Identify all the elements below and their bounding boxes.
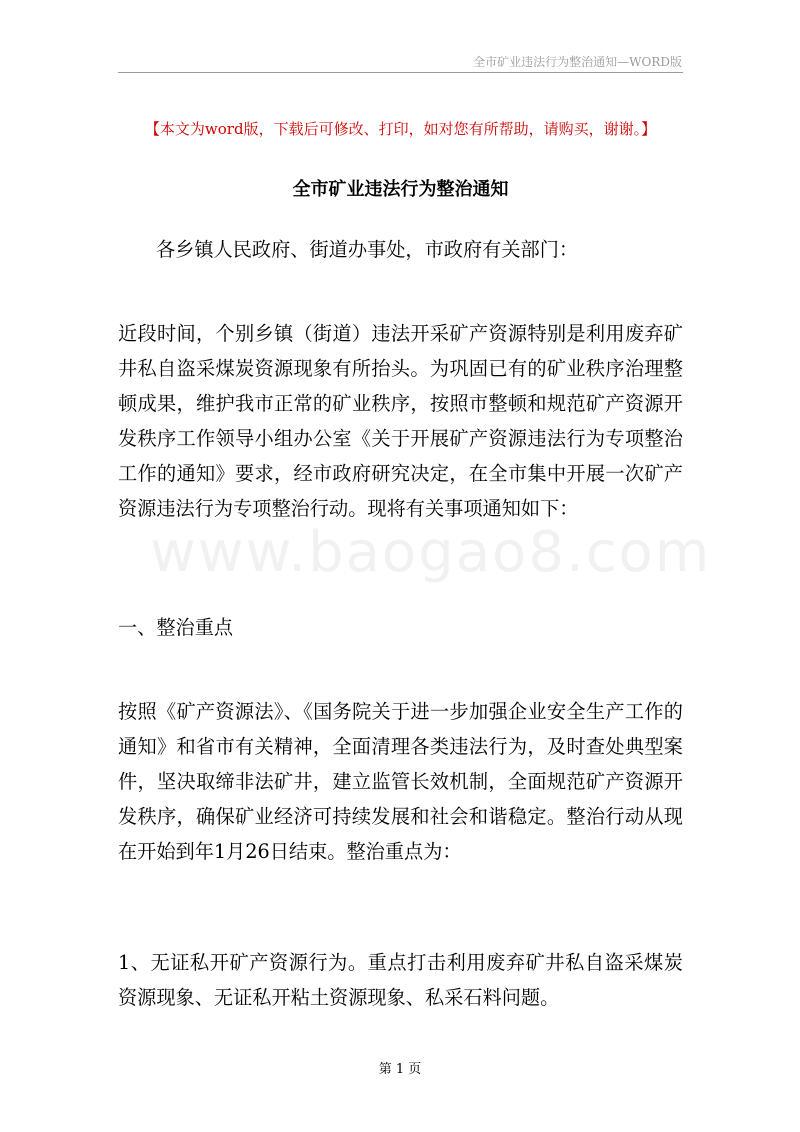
watermark: www.baogao8.com <box>150 520 712 585</box>
document-title: 全市矿业违法行为整治通知 <box>292 179 509 200</box>
running-header: 全市矿业违法行为整治通知—WORD版 <box>473 55 682 69</box>
header-divider <box>118 72 683 73</box>
page-number: 第 1 页 <box>378 1062 422 1077</box>
salutation: 各乡镇人民政府、街道办事处，市政府有关部门： <box>156 238 579 261</box>
download-notice: 【本文为word版，下载后可修改、打印，如对您有所帮助，请购买，谢谢。】 <box>144 120 657 138</box>
paragraph-intro: 近段时间，个别乡镇（街道）违法开采矿产资源特别是利用废弃矿井私自盗采煤炭资源现象有所抬头。为巩固已有的矿业秩序治理整顿成果，维护我市正常的矿业秩序，按照市整顿和规范矿产资源开发秩序工作领导小组办公室《关于开展矿产资源违法行为专项整治工作的通知》要求，经市政府研究决定，在全市集中开展一次矿产资源违法行为专项整治行动。现将有关事项通知如下： <box>118 322 683 520</box>
paragraph-focus: 按照《矿产资源法》、《国务院关于进一步加强企业安全生产工作的通知》和省市有关精神，全面清理各类违法行为，及时查处典型案件，坚决取缔非法矿井，建立监管长效机制，全面规范矿产资源开发秩序，确保矿业经济可持续发展和社会和谐稳定。整治行动从现在开始到年1月26日结束。整治重点为： <box>118 700 683 863</box>
section-heading: 一、整治重点 <box>118 616 234 639</box>
paragraph-item-1: 1、无证私开矿产资源行为。重点打击利用废弃矿井私自盗采煤炭资源现象、无证私开粘土资源现象、私采石料问题。 <box>118 951 683 1009</box>
